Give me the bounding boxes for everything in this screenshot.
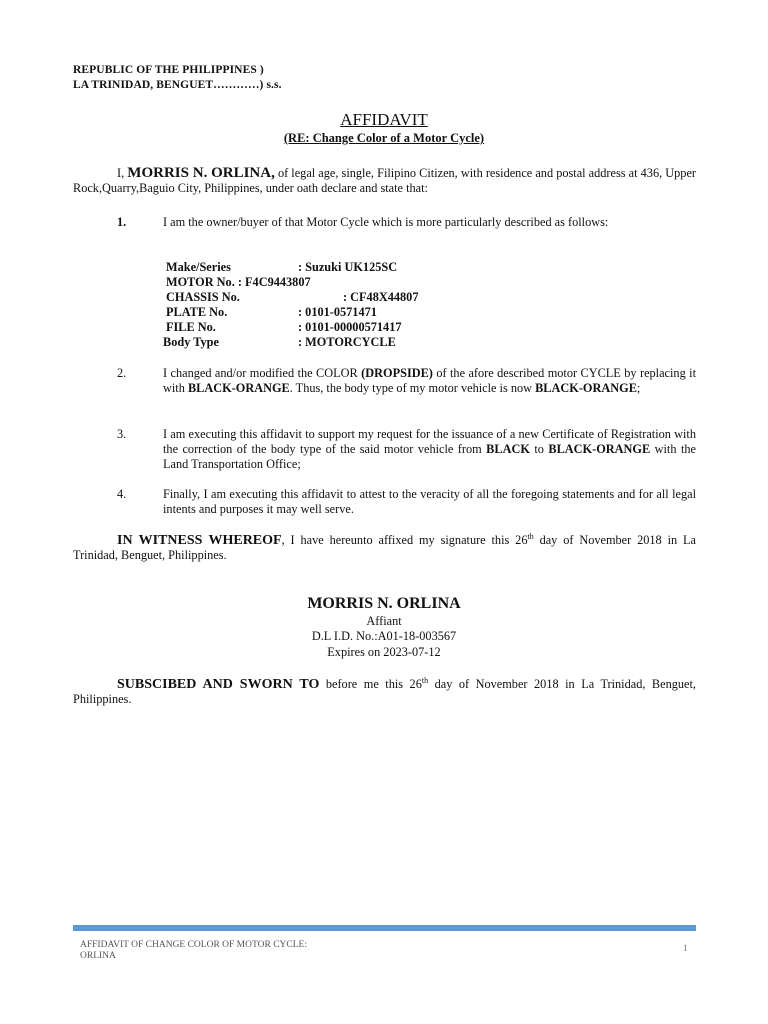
intro-paragraph <box>73 166 696 196</box>
item-2-text-part: I changed and/or modified the COLOR <box>163 366 362 380</box>
spec-row <box>166 290 418 305</box>
item-2-text-part: . Thus, the body type of my motor vehicle is now <box>289 381 536 395</box>
spec-value: : 0101-0571471 <box>298 305 377 319</box>
venue-line-2: LA TRINIDAD, BENGUET…………) s.s. <box>73 79 282 91</box>
spec-label: MOTOR No. : <box>166 275 242 289</box>
witness-paragraph <box>73 533 696 563</box>
footer-title <box>80 940 307 962</box>
spec-label: FILE No. <box>166 320 216 334</box>
affiant-name-inline: MORRIS N. ORLINA, <box>127 165 275 181</box>
item-2-bold: BLACK-ORANGE <box>187 381 290 395</box>
footer-line-2: ORLINA <box>80 951 116 961</box>
item-2-number: 2. <box>117 366 127 380</box>
witness-lead: IN WITNESS WHEREOF <box>117 533 282 548</box>
spec-label: CHASSIS No. <box>166 290 240 304</box>
witness-text: , I have hereunto affixed my signature this 26 <box>281 533 528 547</box>
item-3-text-part: I am executing this affidavit to support my request for the issuance of a new Certificate of Registration with the correction of the body type of the said motor vehicle from <box>163 427 696 456</box>
sworn-text: day of November 2018 in La Trinidad, Benguet, Philippines. <box>73 677 696 706</box>
intro-text: of legal age, single, Filipino Citizen, with residence and postal address at 436, Upper Rock,Quarry,Baguio City, Philippines, under oath declare and state that: <box>73 166 696 195</box>
spec-row <box>166 275 311 290</box>
sworn-sup: th <box>421 675 429 685</box>
document-subtitle: (RE: Change Color of a Motor Cycle) <box>283 131 485 145</box>
affiant-id-expiry: Expires on 2023-07-12 <box>327 645 441 659</box>
item-4-number: 4. <box>117 487 127 501</box>
spec-value: : Suzuki UK125SC <box>298 260 398 274</box>
spec-row <box>163 335 396 350</box>
item-3-text-part: to <box>529 442 549 456</box>
sworn-paragraph <box>73 677 696 707</box>
item-2-text-part: of the afore described motor CYCLE by replacing it with <box>163 366 696 395</box>
spec-value: : CF48X44807 <box>343 290 419 304</box>
intro-prefix: I, <box>117 166 125 180</box>
item-3-bold: BLACK <box>486 442 530 456</box>
item-3-text-part: with the Land Transportation Office; <box>163 442 696 471</box>
sworn-lead: SUBSCIBED AND SWORN TO <box>117 677 320 692</box>
witness-text: day of November 2018 in La Trinidad, Benguet, Philippines. <box>73 533 696 562</box>
spec-value: : MOTORCYCLE <box>298 335 396 349</box>
item-3-text <box>163 427 696 472</box>
spec-label: Body Type <box>163 335 219 349</box>
affiant-role: Affiant <box>366 614 402 628</box>
item-3-number: 3. <box>117 427 127 441</box>
document-title: AFFIDAVIT <box>340 110 428 129</box>
spec-label: Make/Series <box>166 260 231 274</box>
item-2-bold: (DROPSIDE) <box>361 366 433 380</box>
item-4-text: Finally, I am executing this affidavit to attest to the veracity of all the foregoing statements and for all legal intents and purposes it may well serve. <box>163 487 696 516</box>
page-number: 1 <box>683 944 688 954</box>
item-2-text-part: ; <box>636 381 641 395</box>
footer-divider <box>73 925 696 931</box>
spec-value: F4C9443807 <box>245 275 311 289</box>
venue-line-1: REPUBLIC OF THE PHILIPPINES ) <box>73 64 264 76</box>
item-3-bold: BLACK-ORANGE <box>548 442 651 456</box>
sworn-text: before me this 26 <box>319 677 422 691</box>
spec-row <box>166 305 377 320</box>
affiant-name: MORRIS N. ORLINA <box>307 595 461 612</box>
spec-value: : 0101-00000571417 <box>298 320 402 334</box>
affiant-id: D.L I.D. No.:A01-18-003567 <box>311 629 457 643</box>
item-2-text <box>163 366 696 396</box>
item-2-bold: BLACK-ORANGE <box>535 381 637 395</box>
footer-line-1: AFFIDAVIT OF CHANGE COLOR OF MOTOR CYCLE: <box>80 940 307 950</box>
item-1-text: I am the owner/buyer of that Motor Cycle which is more particularly described as follows: <box>163 215 609 229</box>
witness-sup: th <box>527 531 534 541</box>
item-1-number: 1. <box>117 215 127 229</box>
spec-row <box>166 260 397 275</box>
spec-label: PLATE No. <box>166 305 228 319</box>
spec-row <box>166 320 402 335</box>
